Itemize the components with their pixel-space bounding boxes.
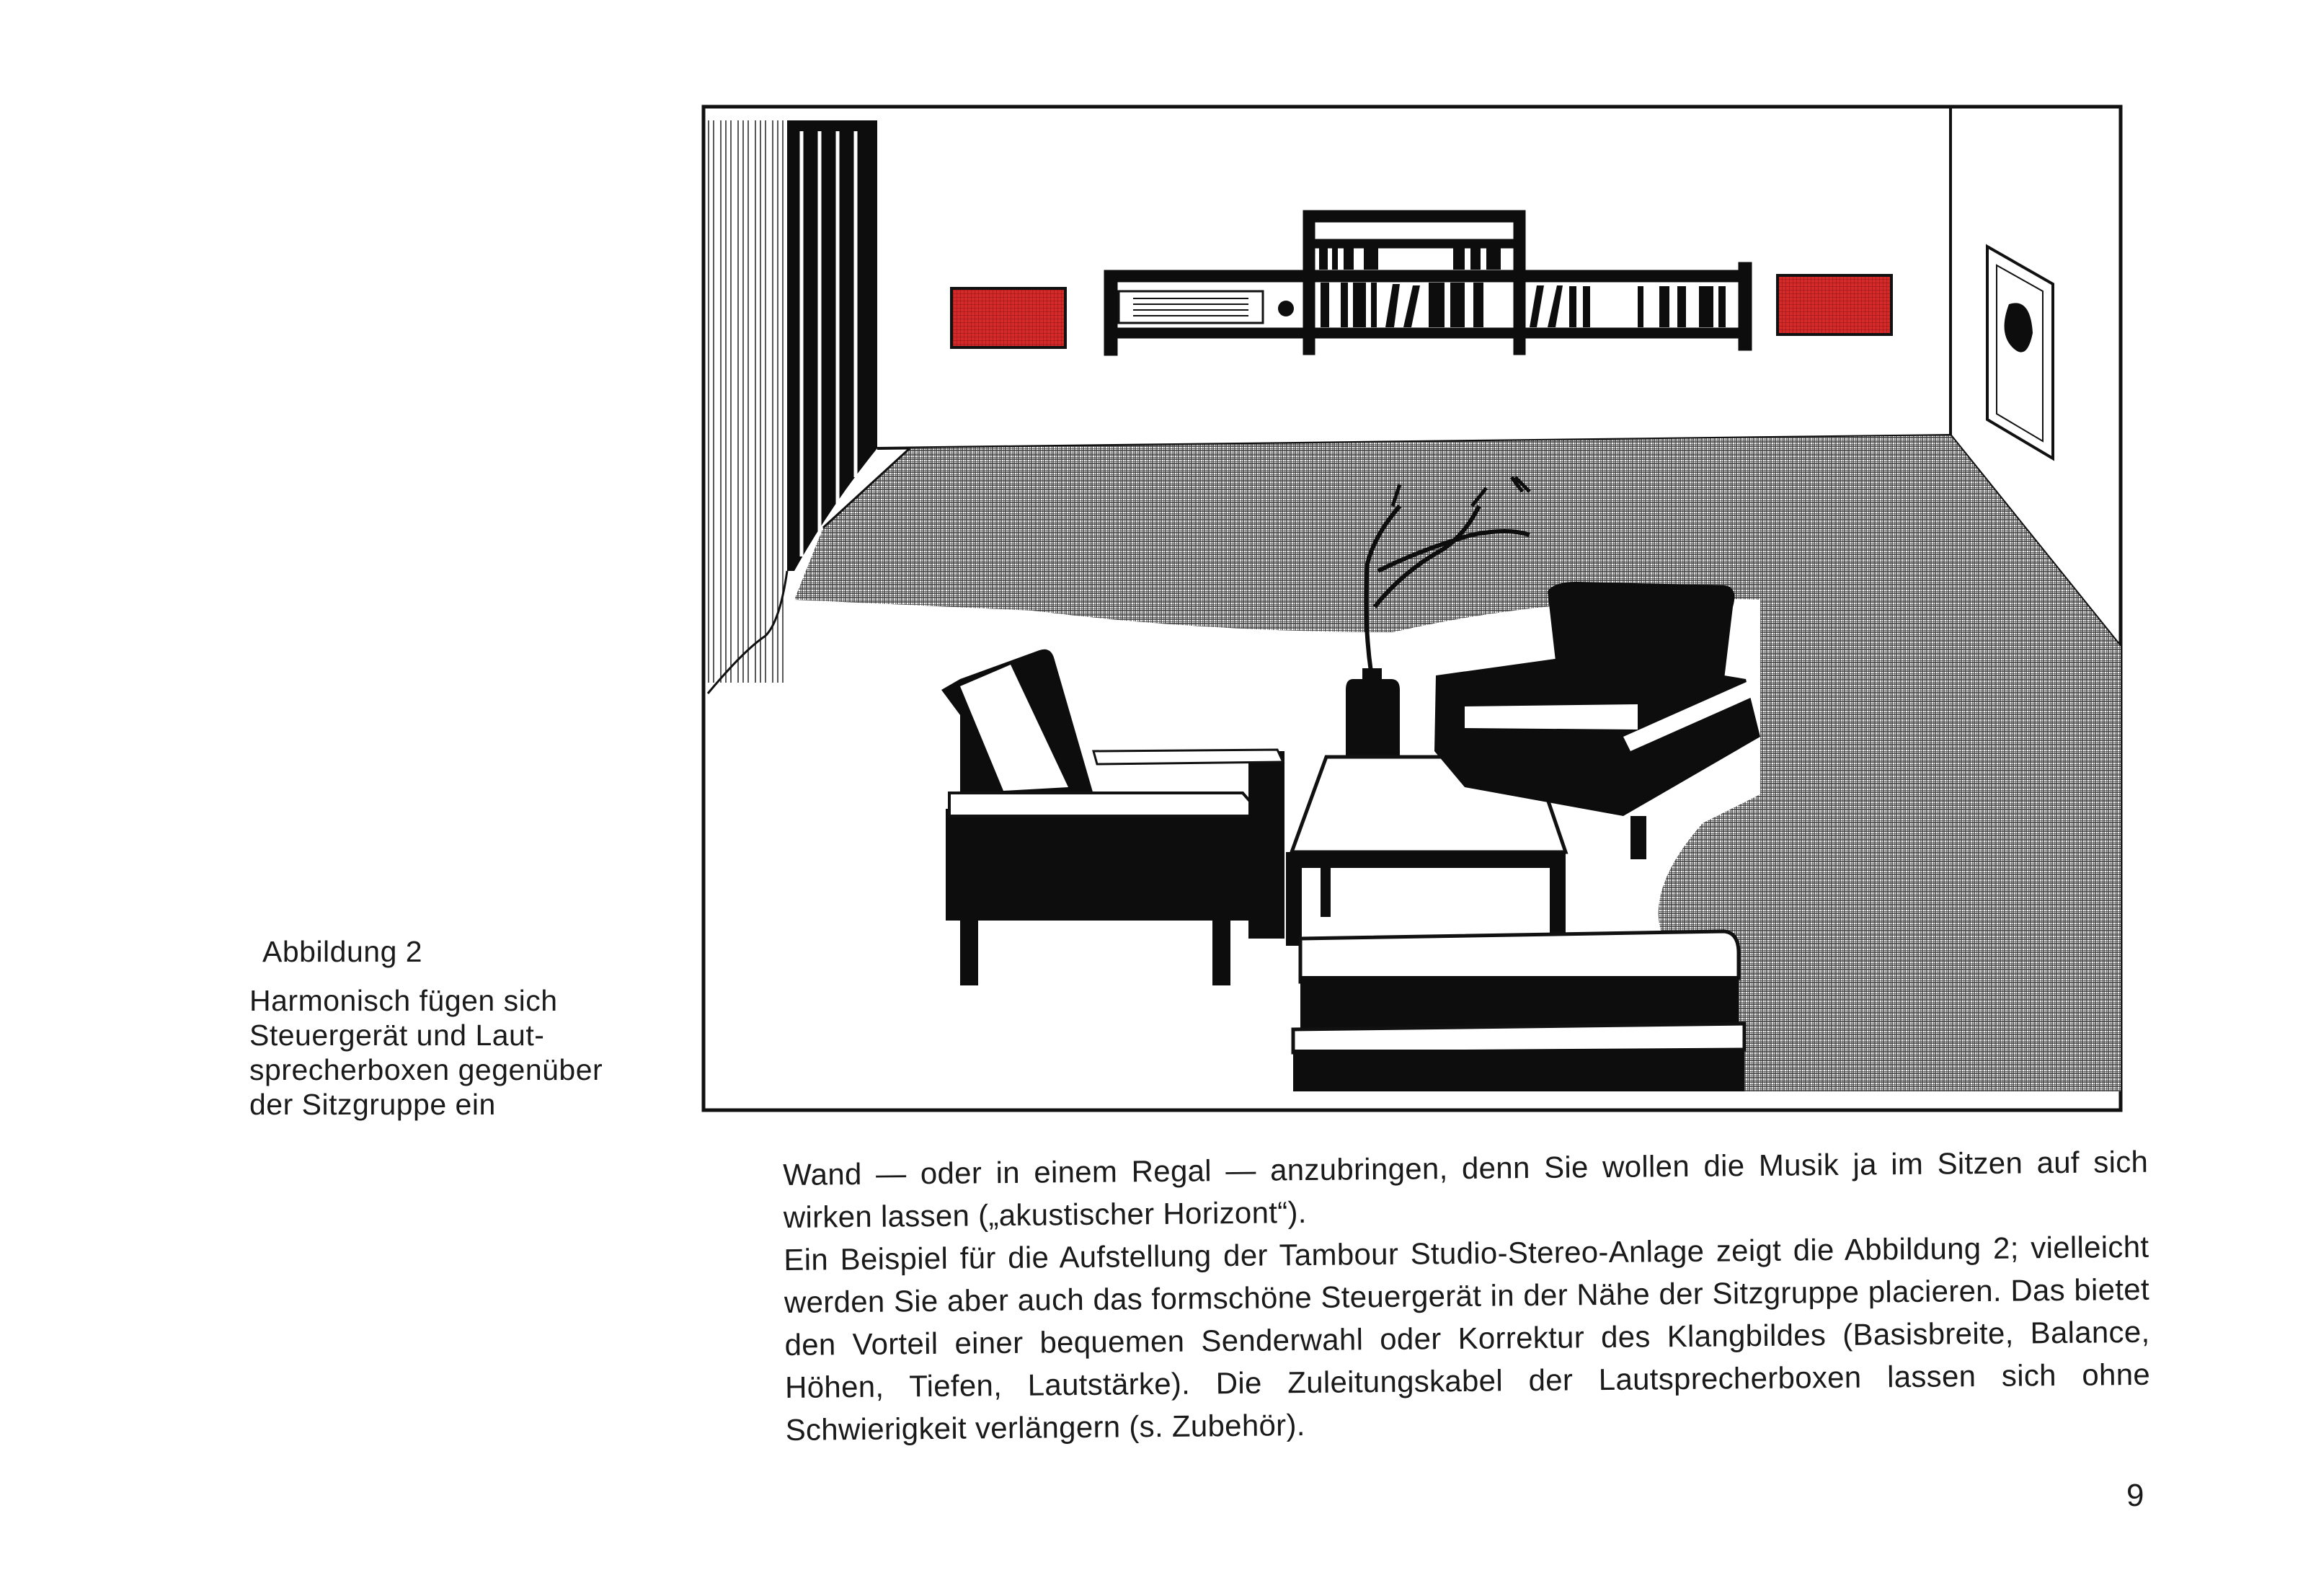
- caption-title: Abbildung 2: [262, 935, 423, 968]
- figure-caption: [249, 934, 653, 1122]
- left-speaker: [951, 288, 1065, 347]
- curtain-sheer: [708, 120, 787, 683]
- ottoman-bench: [1293, 931, 1744, 1091]
- radio-receiver: [1119, 291, 1263, 323]
- wall-picture: [1987, 247, 2053, 458]
- page-number: 9: [2126, 1478, 2144, 1513]
- caption-text: Harmonisch fügen sich Steuergerät und Laut-sprecherboxen gegenüber der Sitzgruppe ein: [249, 984, 603, 1121]
- room-illustration: [701, 102, 2125, 1114]
- body-text: [783, 1140, 2151, 1451]
- right-speaker: [1778, 275, 1891, 334]
- body-paragraph-1: Wand — oder in einem Regal — anzubringen, denn Sie wollen die Musik ja im Sitzen auf sich wirken lassen („akustischer Horizont“).: [783, 1144, 2149, 1234]
- room-illustration-svg: [701, 102, 2125, 1114]
- body-paragraph-2: Ein Beispiel für die Aufstellung der Tambour Studio-Stereo-Anlage zeigt die Abbildung 2; vielleicht werden Sie aber auch das formschöne Steuergerät in der Nähe der Sitzgruppe placieren. Das bietet den Vorteil einer bequemen Senderwahl oder Korrektur des Klangbildes (Basisbreite, Balance, Höhen, Tiefen, Lautstärke). Die Zuleitungskabel der Lautsprecherboxen lassen sich ohne Schwierigkeit verlängern (s. Zubehör).: [784, 1229, 2151, 1447]
